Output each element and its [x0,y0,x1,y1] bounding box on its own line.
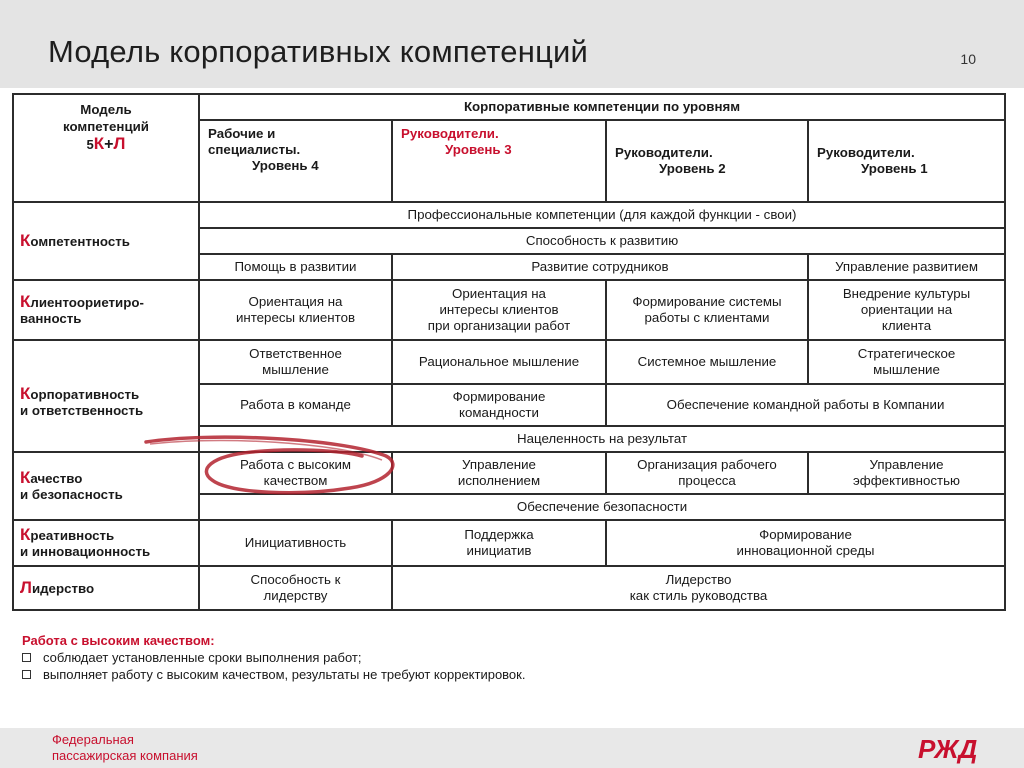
checkbox-bullet-icon [22,670,31,679]
leadership-rest: идерство [31,580,95,596]
note-item-text: выполняет работу с высоким качеством, результаты не требуют корректировок. [43,667,526,682]
quality-row-1 [13,452,1005,494]
professional-competencies: Профессиональные компетенции (для каждой функции - свои) [199,202,1005,228]
company-line-2: пассажирская компания [52,748,198,763]
page-number: 10 [960,51,976,67]
level-4-line-1: Рабочие и [208,126,276,141]
rational-thinking: Рациональное мышление [392,340,606,384]
corner-l-letter: Л [113,134,126,153]
execution-management: Управление исполнением [392,452,606,494]
level-1-header [808,120,1005,202]
level-4-line-2: специалисты. [208,142,301,157]
strategic-thinking: Стратегическое мышление [808,340,1005,384]
level-2-header [606,120,808,202]
efficiency-management: Управление эффективностью [808,452,1005,494]
responsible-thinking: Ответственное мышление [199,340,392,384]
ability-to-develop: Способность к развитию [199,228,1005,254]
leadership-ability: Способность к лидерству [199,566,392,610]
competence-rest: омпетентность [30,233,130,249]
row-label-client [13,280,199,340]
level-3-line-1: Руководители. [401,126,499,141]
work-process-organization: Организация рабочего процесса [606,452,808,494]
rzd-logo-icon [916,732,986,764]
corporate-row-1 [13,340,1005,384]
row-label-creativity [13,520,199,566]
level-3-line-2: Уровень 3 [445,142,512,157]
safety-assurance: Обеспечение безопасности [199,494,1005,520]
help-in-development: Помощь в развитии [199,254,392,280]
row-label-corporate [13,340,199,452]
corporate-rest-2: и ответственность [20,402,144,418]
list-item [22,649,525,666]
development-management: Управление развитием [808,254,1005,280]
list-item [22,666,525,683]
client-cell-2: Ориентация на интересы клиентов при организации работ [392,280,606,340]
leadership-cap: Л [20,577,32,597]
row-label-competence [13,202,199,280]
quality-rest-2: и безопасность [20,486,123,502]
note-item-text: соблюдает установленные сроки выполнения работ; [43,650,362,665]
teamwork: Работа в команде [199,384,392,426]
initiative-support: Поддержка инициатив [392,520,606,566]
company-teamwork: Обеспечение командной работы в Компании [606,384,1005,426]
levels-header: Корпоративные компетенции по уровням [199,94,1005,120]
model-corner-cell [13,94,199,202]
row-label-leadership [13,566,199,610]
level-4-header [199,120,392,202]
client-row [13,280,1005,340]
client-cell-1: Ориентация на интересы клиентов [199,280,392,340]
company-line-1: Федеральная [52,732,134,747]
level-1-line-2: Уровень 1 [861,161,928,176]
company-name [52,732,198,764]
corner-prefix: 5 [86,137,94,152]
competency-table [12,93,1006,611]
level-1-line-1: Руководители. [817,145,915,160]
level-3-header [392,120,606,202]
competence-cap: К [20,230,31,250]
team-building: Формирование командности [392,384,606,426]
client-rest-1: лиентоориетиро- [30,294,144,310]
creativity-cap: К [20,524,31,544]
innovation-environment: Формирование инновационной среды [606,520,1005,566]
svg-text:РЖД: РЖД [918,734,978,764]
page-title: Модель корпоративных компетенций [48,34,589,69]
level-2-line-2: Уровень 2 [659,161,726,176]
notes-block [22,632,525,683]
creativity-rest-2: и инновационность [20,543,151,559]
systemic-thinking: Системное мышление [606,340,808,384]
quality-rest-1: ачество [30,470,83,486]
row-label-quality [13,452,199,520]
table-header-row [13,94,1005,120]
corner-line-2: компетенций [63,119,149,134]
checkbox-bullet-icon [22,653,31,662]
leadership-row [13,566,1005,610]
client-cell-3: Формирование системы работы с клиентами [606,280,808,340]
creativity-row [13,520,1005,566]
high-quality-work: Работа с высоким качеством [199,452,392,494]
notes-title: Работа с высоким качеством: [22,633,215,648]
competence-row-1 [13,202,1005,228]
corner-k-letter: К [93,134,105,153]
level-2-line-1: Руководители. [615,145,713,160]
leadership-style: Лидерство как стиль руководства [392,566,1005,610]
quality-cap: К [20,467,31,487]
initiative: Инициативность [199,520,392,566]
client-rest-2: ванность [20,310,82,326]
result-orientation: Нацеленность на результат [199,426,1005,452]
staff-development: Развитие сотрудников [392,254,808,280]
corporate-cap: К [20,383,31,403]
client-cell-4: Внедрение культуры ориентации на клиента [808,280,1005,340]
level-4-line-3: Уровень 4 [252,158,319,173]
client-cap: К [20,291,31,311]
corner-plus: + [104,136,114,153]
creativity-rest-1: реативность [30,527,115,543]
corporate-rest-1: орпоративность [30,386,140,402]
corner-line-1: Модель [80,102,132,117]
